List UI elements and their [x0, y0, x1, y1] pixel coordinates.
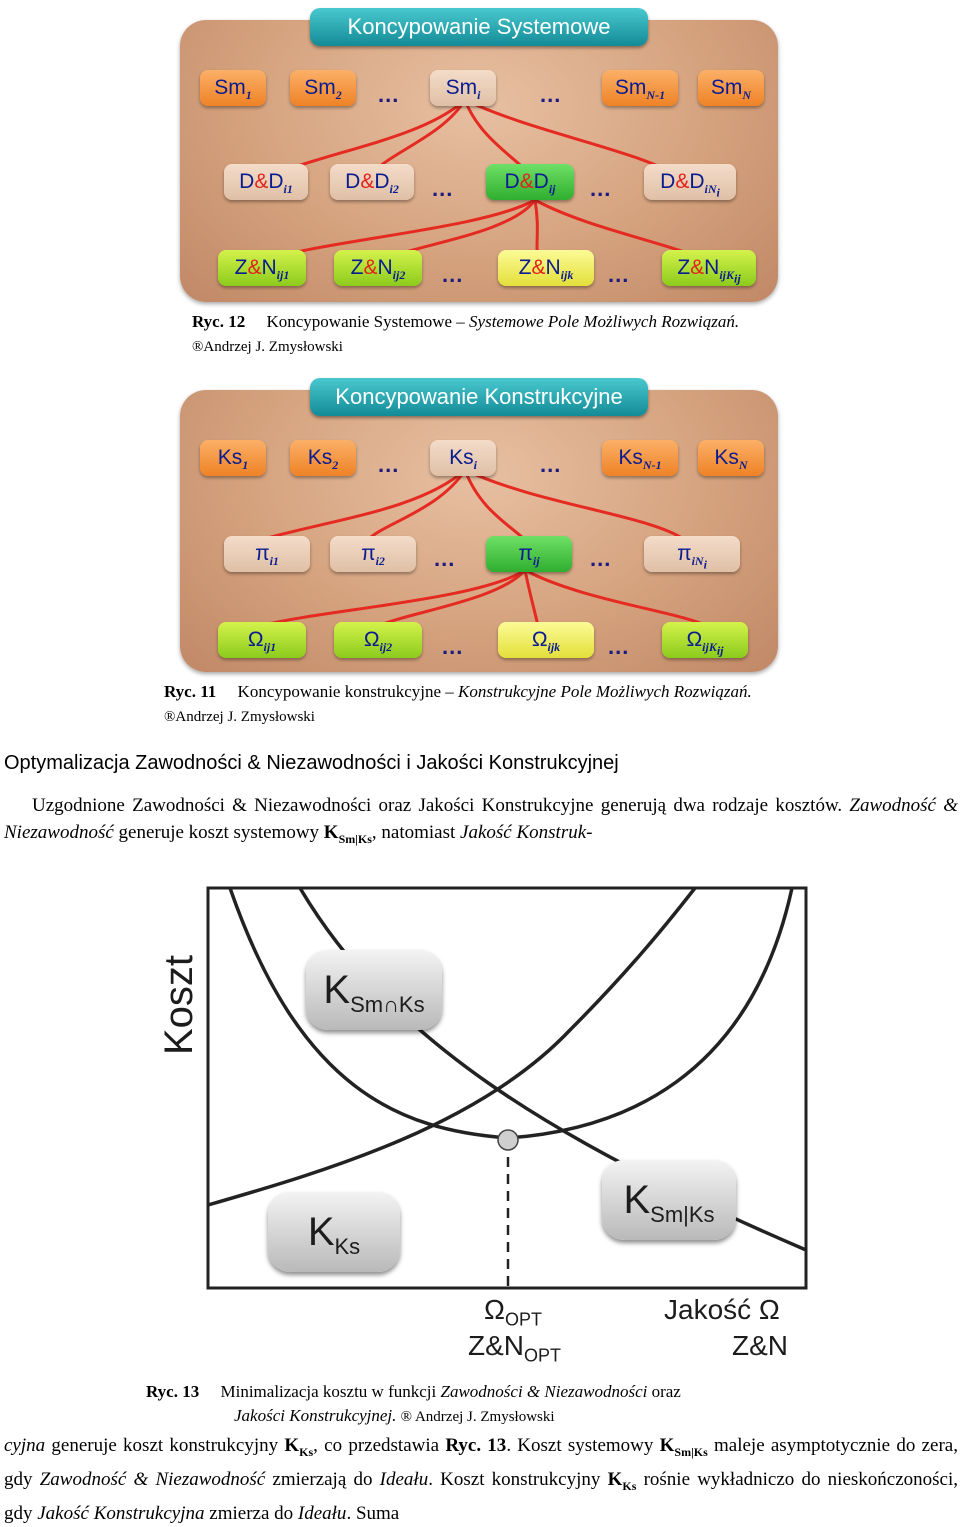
ellipsis: ... — [540, 452, 562, 477]
node-dd-i2: $D\&D_{i2}$ — [330, 164, 414, 200]
node-sm-n: $Sm_N$ — [698, 70, 764, 106]
panel-total-cost: $K_{Sm\cap Ks}$ — [306, 950, 442, 1030]
node-sm-1: $Sm_1$ — [200, 70, 266, 106]
ellipsis: ... — [590, 176, 612, 201]
ellipsis: ... — [442, 262, 464, 287]
node-pi-ini: $\pi_{iN_i}$ — [644, 536, 740, 572]
x-axis-label-zn: Z&N — [732, 1330, 788, 1361]
node-dd-ij: $D\&D_{ij}$ — [486, 164, 574, 200]
node-zn-ij1: $Z\&N_{ij1}$ — [218, 250, 306, 286]
ellipsis: ... — [434, 546, 456, 571]
ellipsis: ... — [432, 176, 454, 201]
node-sm-2: $Sm_2$ — [290, 70, 356, 106]
cost-optimization-chart — [150, 880, 830, 1375]
ellipsis: ... — [590, 546, 612, 571]
panel-system-cost: $K_{Sm|Ks}$ — [602, 1160, 736, 1240]
ellipsis: ... — [442, 634, 464, 659]
node-omega-ij2: $\Omega_{ij2}$ — [334, 622, 422, 658]
node-zn-ij2: $Z\&N_{ij2}$ — [334, 250, 422, 286]
node-omega-ij1: $\Omega_{ij1}$ — [218, 622, 306, 658]
x-label-zn-opt: $Z\&N_{OPT}$ — [468, 1330, 562, 1366]
node-ks-n: $Ks_N$ — [698, 440, 764, 476]
node-pi-ij: $\pi_{ij}$ — [486, 536, 572, 572]
x-axis-label-quality: Jakość Ω — [664, 1294, 780, 1325]
paragraph-cost-description: cyjna generuje koszt konstrukcyjny $K_{Ks}$, co przedstawia Ryc. 13. Koszt systemowy $K_{Sm|Ks}$ maleje asymptotycznie do zera, gdy Zawodność & Niezawodność zmierzają do Ideału. Koszt konstrukcyjny $K_{Ks}$ rośnie wykładniczo do nieskończoności, gdy Jakość Konstrukcyjna zmierza do Ideału. Suma — [4, 1435, 959, 1524]
paragraph-intro: Uzgodnione Zawodności & Niezawodności oraz Jakości Konstrukcyjne generują dwa rodzaje kosztów. Zawodność & Niezawodność generuje koszt systemowy $K_{Sm|Ks}$, natomiast Jakość Konstruk- — [4, 795, 958, 846]
diagram-title: Koncypowanie Konstrukcyjne — [310, 378, 648, 416]
node-dd-ini: $D\&D_{iN_i}$ — [644, 164, 736, 200]
caption-ryc-11: Ryc. 11 Koncypowanie konstrukcyjne – Konstrukcyjne Pole Możliwych Rozwiązań. ®Andrzej J. Zmysłowski — [164, 682, 752, 725]
node-ks-n-1: $Ks_{N-1}$ — [602, 440, 678, 476]
node-pi-i1: $\pi_{i1}$ — [224, 536, 310, 572]
caption-ryc-12: Ryc. 12 Koncypowanie Systemowe – Systemowe Pole Możliwych Rozwiązań. ®Andrzej J. Zmysłowski — [192, 312, 740, 355]
section-heading: Optymalizacja Zawodności & Niezawodności i Jakości Konstrukcyjnej — [4, 752, 619, 774]
ellipsis: ... — [378, 82, 400, 107]
optimum-point — [498, 1130, 518, 1150]
ellipsis: ... — [540, 82, 562, 107]
diagram-system-design — [180, 14, 778, 302]
node-sm-n-1: $Sm_{N-1}$ — [602, 70, 678, 106]
ellipsis: ... — [608, 262, 630, 287]
ellipsis: ... — [378, 452, 400, 477]
node-pi-i2: $\pi_{i2}$ — [330, 536, 416, 572]
node-omega-ijk: $\Omega_{ijk}$ — [498, 622, 594, 658]
y-axis-label: Koszt — [157, 954, 201, 1055]
node-ks-i: $Ks_i$ — [430, 440, 496, 476]
diagram-construction-design — [180, 384, 778, 672]
ellipsis: ... — [608, 634, 630, 659]
node-dd-i1: $D\&D_{i1}$ — [224, 164, 308, 200]
node-sm-i: $Sm_i$ — [430, 70, 496, 106]
caption-ryc-13: Ryc. 13 Minimalizacja kosztu w funkcji Zawodności & Niezawodności oraz Jakości Konstrukcyjnej. ® Andrzej J. Zmysłowski — [146, 1382, 681, 1425]
x-label-omega-opt: $\Omega_{OPT}$ — [484, 1294, 542, 1330]
panel-construction-cost: $K_{Ks}$ — [268, 1192, 400, 1272]
node-zn-ijkij: $Z\&N_{ijK_{ij}}$ — [662, 250, 756, 286]
node-ks-2: $Ks_2$ — [290, 440, 356, 476]
node-ks-1: $Ks_1$ — [200, 440, 266, 476]
node-omega-ijkij: $\Omega_{ijK_{ij}}$ — [662, 622, 748, 658]
node-zn-ijk: $Z\&N_{ijk}$ — [498, 250, 594, 286]
diagram-title: Koncypowanie Systemowe — [310, 8, 648, 46]
